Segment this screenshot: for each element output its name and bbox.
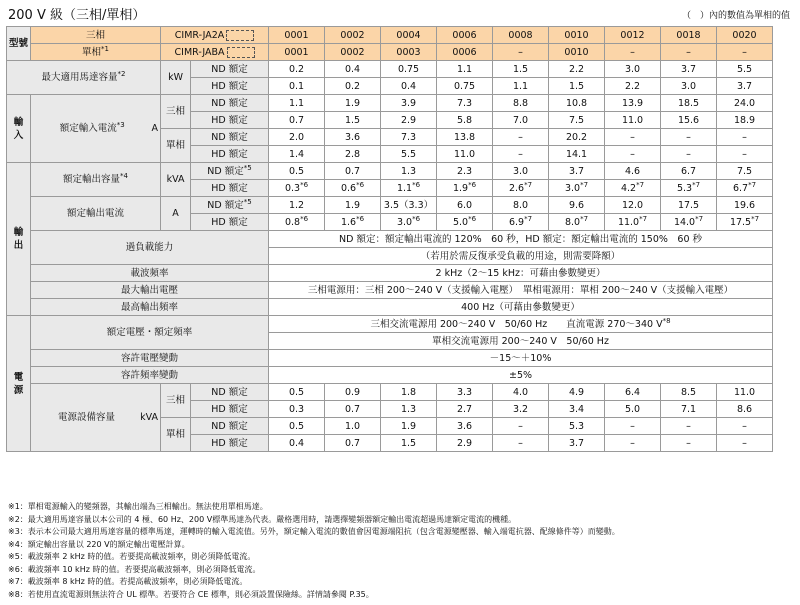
input-1ph-hd: 2.8 (325, 146, 381, 163)
input-3ph-hd: 1.5 (325, 112, 381, 129)
hd-label: HD 額定 (191, 401, 269, 418)
footnote: ※1：單相電源輸入的變頻器，其輸出端為三相輸出。無法使用單相馬達。 (8, 502, 268, 511)
model-code-3ph: 0006 (437, 27, 493, 44)
rated-voltage-freq-label: 額定電壓・額定頻率 (31, 316, 269, 350)
pc-1ph-nd: – (605, 418, 661, 435)
footnote: ※5：載波頻率 2 kHz 時的值。若要提高載波頻率，則必須降低電流。 (8, 552, 256, 561)
nd5-label: ND 額定$^{*5}$ (191, 163, 269, 180)
model-code-3ph: 0018 (661, 27, 717, 44)
input-3ph-nd: 13.9 (605, 95, 661, 112)
input-1ph-hd: 5.5 (381, 146, 437, 163)
input-3ph-nd: 18.5 (661, 95, 717, 112)
max-output-voltage-label: 最大輸出電壓 (31, 282, 269, 299)
max-motor-hd: 0.4 (381, 78, 437, 95)
input-1ph-nd: 3.6 (325, 129, 381, 146)
footnote: ※8：若使用直流電源則無法符合 UL 標準。若要符合 CE 標準，則必須設置保險絲。詳情請參閱 P.35。 (8, 589, 374, 599)
out-cap-hd: 1.9$^{*6}$ (437, 180, 493, 197)
out-cur-hd: 0.8$^{*6}$ (269, 214, 325, 231)
three-phase-label: 三相 (31, 27, 161, 44)
pc-3ph-nd: 3.3 (437, 384, 493, 401)
out-cur-hd: 1.6$^{*6}$ (325, 214, 381, 231)
pc-3ph-nd: 11.0 (717, 384, 773, 401)
input-1ph-hd: – (493, 146, 549, 163)
out-cap-hd: 4.2$^{*7}$ (605, 180, 661, 197)
input-3ph-nd: 1.9 (325, 95, 381, 112)
out-cur-nd: 19.6 (717, 197, 773, 214)
overload-label: 過負載能力 (31, 231, 269, 265)
max-motor-nd: 1.5 (493, 61, 549, 78)
pc-1ph-nd: – (493, 418, 549, 435)
pc-3ph-hd: 5.0 (605, 401, 661, 418)
input-1ph-nd: 13.8 (437, 129, 493, 146)
out-cur-hd: 6.9$^{*7}$ (493, 214, 549, 231)
pc-3ph-hd: 3.2 (493, 401, 549, 418)
pc-3ph-hd: 0.7 (325, 401, 381, 418)
out-cap-nd: 6.7 (661, 163, 717, 180)
model-code-1ph: 0003 (381, 44, 437, 61)
input-1ph-hd: 14.1 (549, 146, 605, 163)
unit-a: A (161, 197, 191, 231)
model-code-1ph: 0010 (549, 44, 605, 61)
nd-label: ND 額定 (191, 61, 269, 78)
out-cap-hd: 1.1$^{*6}$ (381, 180, 437, 197)
input-1ph-hd: 11.0 (437, 146, 493, 163)
power-group: 電 源 (7, 316, 31, 452)
pc-1ph-hd: – (661, 435, 717, 452)
pc-1ph-hd: 1.5 (381, 435, 437, 452)
pc-1ph-hd: 2.9 (437, 435, 493, 452)
out-cur-hd: 5.0$^{*6}$ (437, 214, 493, 231)
out-cur-nd: 9.6 (549, 197, 605, 214)
out-cur-nd: 3.5（3.3） (381, 197, 437, 214)
footnote: ※7：載波頻率 8 kHz 時的值。若提高載波頻率，則必須降低電流。 (8, 577, 248, 586)
nd-label: ND 額定 (191, 384, 269, 401)
input-3ph-nd: 24.0 (717, 95, 773, 112)
max-output-freq-text: 400 Hz（可藉由參數變更） (269, 299, 773, 316)
out-cap-nd: 4.6 (605, 163, 661, 180)
max-motor-label: 最大適用馬達容量$^{*2}$ (7, 61, 161, 95)
max-motor-hd: 0.2 (325, 78, 381, 95)
overload-text-1: ND 額定：額定輸出電流的 120% 60 秒，HD 額定：額定輸出電流的 150% 60 秒 (269, 231, 773, 248)
model-code-3ph: 0010 (549, 27, 605, 44)
input-1ph-nd: 7.3 (381, 129, 437, 146)
footnote: ※4：額定輸出容量以 220 V的額定輸出電壓計算。 (8, 539, 190, 549)
model-code-3ph: 0020 (717, 27, 773, 44)
input-3ph-hd: 15.6 (661, 112, 717, 129)
out-cap-nd: 1.3 (381, 163, 437, 180)
max-output-voltage-text: 三相電源用：三相 200～240 V（支援輸入電壓） 單相電源用：單相 200～240 V（支援輸入電壓） (269, 282, 773, 299)
pc-3ph-hd: 1.3 (381, 401, 437, 418)
max-motor-nd: 0.75 (381, 61, 437, 78)
input-1ph-nd: 2.0 (269, 129, 325, 146)
max-motor-nd: 0.2 (269, 61, 325, 78)
carrier-text: 2 kHz（2～15 kHz：可藉由參數變更） (269, 265, 773, 282)
out-cur-nd: 12.0 (605, 197, 661, 214)
hd-label: HD 額定 (191, 180, 269, 197)
rated-output-current-label: 額定輸出電流 (31, 197, 161, 231)
input-3ph-nd: 10.8 (549, 95, 605, 112)
footnote: ※6：載波頻率 10 kHz 時的值。若要提高載波頻率，則必須降低電流。 (8, 564, 261, 574)
model-code-1ph: – (605, 44, 661, 61)
pc-1ph-hd: 0.7 (325, 435, 381, 452)
pc-3ph-nd: 1.8 (381, 384, 437, 401)
pc-1ph-nd: 5.3 (549, 418, 605, 435)
out-cap-hd: 0.3$^{*6}$ (269, 180, 325, 197)
hd-label: HD 額定 (191, 146, 269, 163)
max-motor-hd: 3.0 (661, 78, 717, 95)
input-1ph-nd: – (717, 129, 773, 146)
out-cur-hd: 17.5$^{*7}$ (717, 214, 773, 231)
rated-vf-line2: 單相交流電源用 200～240 V 50/60 Hz (269, 333, 773, 350)
unit-kw: kW (161, 61, 191, 95)
input-3ph-nd: 8.8 (493, 95, 549, 112)
pc-1ph-nd: – (717, 418, 773, 435)
pc-1ph-hd: – (605, 435, 661, 452)
out-cap-hd: 3.0$^{*7}$ (549, 180, 605, 197)
out-cur-nd: 17.5 (661, 197, 717, 214)
model-code-1ph: – (493, 44, 549, 61)
max-motor-hd: 1.1 (493, 78, 549, 95)
out-cap-nd: 0.5 (269, 163, 325, 180)
hd-label: HD 額定 (191, 78, 269, 95)
model-1ph-label: CIMR-JABA (161, 44, 269, 61)
hd-label: HD 額定 (191, 112, 269, 129)
out-cap-nd: 7.5 (717, 163, 773, 180)
input-3ph-nd: 3.9 (381, 95, 437, 112)
footnote: ※2：最大適用馬達容量以本公司的 4 極、60 Hz、200 V標準馬達為代表。嚴格選用時，請選擇變頻器額定輸出電流超過馬達額定電流的機種。 (8, 514, 517, 524)
model-code-3ph: 0012 (605, 27, 661, 44)
input-3ph-hd: 11.0 (605, 112, 661, 129)
out-cur-hd: 3.0$^{*6}$ (381, 214, 437, 231)
nd5-label: ND 額定$^{*5}$ (191, 197, 269, 214)
out-cap-hd: 6.7$^{*7}$ (717, 180, 773, 197)
max-output-freq-label: 最高輸出頻率 (31, 299, 269, 316)
single-label: 單相 (161, 418, 191, 452)
nd-label: ND 額定 (191, 129, 269, 146)
pc-1ph-nd: 1.9 (381, 418, 437, 435)
pc-3ph-hd: 7.1 (661, 401, 717, 418)
out-cap-nd: 2.3 (437, 163, 493, 180)
page-title: 200 V 級（三相/單相） (8, 8, 146, 23)
out-cur-nd: 8.0 (493, 197, 549, 214)
rated-vf-line1: 三相交流電源用 200～240 V 50/60 Hz 直流電源 270～340 $V^{*8}$ (269, 316, 773, 333)
rated-input-current-label: 額定輸入電流$^{*3}$ A (31, 95, 161, 163)
max-motor-hd: 0.1 (269, 78, 325, 95)
max-motor-nd: 0.4 (325, 61, 381, 78)
model-code-3ph: 0001 (269, 27, 325, 44)
model-code-1ph: – (717, 44, 773, 61)
input-1ph-hd: – (661, 146, 717, 163)
nd-label: ND 額定 (191, 418, 269, 435)
pc-1ph-hd: – (717, 435, 773, 452)
max-motor-nd: 3.7 (661, 61, 717, 78)
pc-3ph-nd: 4.0 (493, 384, 549, 401)
input-1ph-nd: 20.2 (549, 129, 605, 146)
overload-text-2: （若用於需反復承受負載的用途，則需要降額） (269, 248, 773, 265)
single-label: 單相 (161, 129, 191, 163)
input-3ph-hd: 7.0 (493, 112, 549, 129)
max-motor-hd: 2.2 (605, 78, 661, 95)
input-1ph-nd: – (493, 129, 549, 146)
pc-1ph-nd: 0.5 (269, 418, 325, 435)
model-code-1ph: 0006 (437, 44, 493, 61)
input-1ph-hd: – (717, 146, 773, 163)
out-cap-hd: 0.6$^{*6}$ (325, 180, 381, 197)
paren-note: （ ）內的數值為單相的值 (681, 11, 790, 21)
footnote: ※3：表示本公司最大適用馬達容量的標準馬達，運轉時的輸入電流值。另外，額定輸入電流的數值會因電源端阻抗（包含電源變壓器、輸入端電抗器、配線條件等）而變動。 (8, 527, 620, 536)
model-code-3ph: 0002 (325, 27, 381, 44)
pc-1ph-nd: 1.0 (325, 418, 381, 435)
out-cur-hd: 11.0$^{*7}$ (605, 214, 661, 231)
voltage-fluct-text: －15～＋10% (269, 350, 773, 367)
pc-3ph-hd: 3.4 (549, 401, 605, 418)
pc-1ph-nd: – (661, 418, 717, 435)
out-cur-nd: 1.2 (269, 197, 325, 214)
out-cap-hd: 2.6$^{*7}$ (493, 180, 549, 197)
pc-3ph-hd: 0.3 (269, 401, 325, 418)
out-cur-nd: 1.9 (325, 197, 381, 214)
out-cap-nd: 3.7 (549, 163, 605, 180)
input-3ph-nd: 7.3 (437, 95, 493, 112)
out-cap-nd: 0.7 (325, 163, 381, 180)
hd-label: HD 額定 (191, 435, 269, 452)
rated-output-capacity-label: 額定輸出容量$^{*4}$ (31, 163, 161, 197)
model-code-3ph: 0004 (381, 27, 437, 44)
input-3ph-hd: 18.9 (717, 112, 773, 129)
model-code-3ph: 0008 (493, 27, 549, 44)
input-group: 輸 入 (7, 95, 31, 163)
model-code-1ph: 0002 (325, 44, 381, 61)
unit-kva: kVA (161, 163, 191, 197)
output-group: 輸 出 (7, 163, 31, 316)
pc-3ph-nd: 6.4 (605, 384, 661, 401)
nd-label: ND 額定 (191, 95, 269, 112)
model-code-1ph: 0001 (269, 44, 325, 61)
hd-label: HD 額定 (191, 214, 269, 231)
power-capacity-label: 電源設備容量 kVA (31, 384, 161, 452)
out-cur-nd: 6.0 (437, 197, 493, 214)
input-3ph-nd: 1.1 (269, 95, 325, 112)
footnotes (8, 501, 620, 601)
single-phase-label: 單相$^{*1}$ (31, 44, 161, 61)
max-motor-nd: 1.1 (437, 61, 493, 78)
pc-1ph-nd: 3.6 (437, 418, 493, 435)
input-1ph-nd: – (605, 129, 661, 146)
three-label: 三相 (161, 95, 191, 129)
pc-1ph-hd: 3.7 (549, 435, 605, 452)
out-cur-hd: 8.0$^{*7}$ (549, 214, 605, 231)
three-label: 三相 (161, 384, 191, 418)
pc-3ph-nd: 4.9 (549, 384, 605, 401)
input-3ph-hd: 7.5 (549, 112, 605, 129)
spec-table (6, 26, 773, 452)
model-header: 型號 (7, 27, 31, 61)
input-3ph-hd: 0.7 (269, 112, 325, 129)
model-code-1ph: – (661, 44, 717, 61)
input-1ph-nd: – (661, 129, 717, 146)
voltage-fluct-label: 容許電壓變動 (31, 350, 269, 367)
max-motor-hd: 1.5 (549, 78, 605, 95)
pc-1ph-hd: 0.4 (269, 435, 325, 452)
max-motor-hd: 3.7 (717, 78, 773, 95)
pc-3ph-hd: 2.7 (437, 401, 493, 418)
model-3ph-label: CIMR-JA2A (161, 27, 269, 44)
pc-3ph-nd: 0.5 (269, 384, 325, 401)
freq-fluct-text: ±5% (269, 367, 773, 384)
input-3ph-hd: 5.8 (437, 112, 493, 129)
max-motor-nd: 2.2 (549, 61, 605, 78)
max-motor-nd: 5.5 (717, 61, 773, 78)
input-1ph-hd: 1.4 (269, 146, 325, 163)
pc-3ph-hd: 8.6 (717, 401, 773, 418)
out-cap-hd: 5.3$^{*7}$ (661, 180, 717, 197)
out-cur-hd: 14.0$^{*7}$ (661, 214, 717, 231)
carrier-label: 載波頻率 (31, 265, 269, 282)
max-motor-hd: 0.75 (437, 78, 493, 95)
pc-3ph-nd: 8.5 (661, 384, 717, 401)
max-motor-nd: 3.0 (605, 61, 661, 78)
freq-fluct-label: 容許頻率變動 (31, 367, 269, 384)
input-3ph-hd: 2.9 (381, 112, 437, 129)
out-cap-nd: 3.0 (493, 163, 549, 180)
pc-1ph-hd: – (493, 435, 549, 452)
pc-3ph-nd: 0.9 (325, 384, 381, 401)
input-1ph-hd: – (605, 146, 661, 163)
